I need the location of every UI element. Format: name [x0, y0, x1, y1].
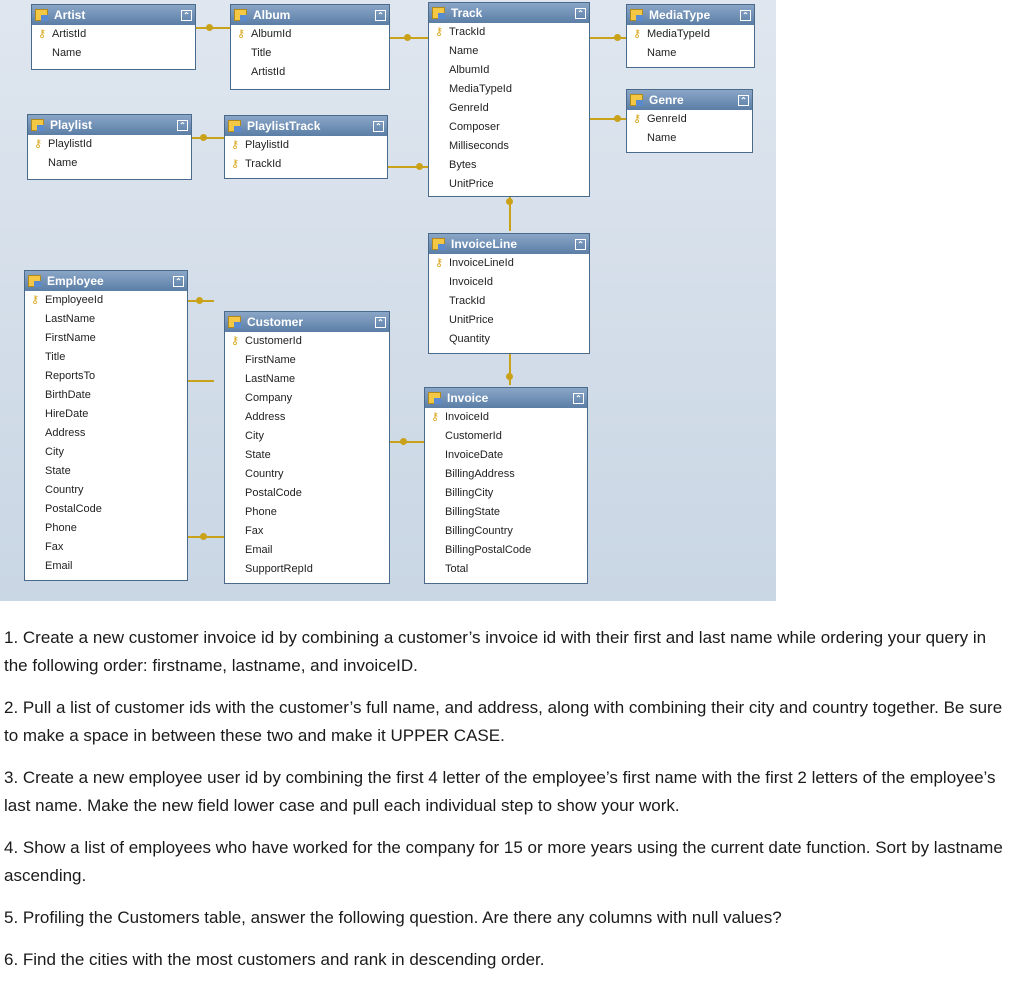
column-row	[251, 44, 389, 63]
relationship-endpoint	[196, 297, 203, 304]
column-row	[449, 156, 589, 175]
column-name: Address	[245, 411, 286, 423]
column-name: EmployeeId	[45, 294, 104, 306]
column-row	[435, 254, 589, 273]
column-name: InvoiceDate	[445, 449, 504, 461]
column-row	[31, 291, 187, 310]
collapse-icon[interactable]: ⌃	[375, 10, 386, 21]
column-row	[633, 110, 752, 129]
table-genre[interactable]	[626, 89, 753, 153]
table-icon	[234, 9, 247, 21]
column-name: Phone	[245, 506, 277, 518]
column-name: GenreId	[647, 113, 687, 125]
table-title: PlaylistTrack	[247, 119, 321, 133]
table-title: Employee	[47, 274, 104, 288]
table-mediatype[interactable]	[626, 4, 755, 68]
table-icon	[630, 94, 643, 106]
table-title: Genre	[649, 93, 684, 107]
column-name: Company	[245, 392, 293, 404]
column-name: BillingCity	[445, 487, 494, 499]
table-employee[interactable]	[24, 270, 188, 581]
column-row	[245, 541, 389, 560]
column-row	[245, 484, 389, 503]
column-name: BillingState	[445, 506, 501, 518]
column-name: Composer	[449, 121, 500, 133]
column-row	[38, 25, 195, 44]
column-name: Name	[647, 47, 677, 59]
table-title: Track	[451, 6, 483, 20]
column-row	[449, 118, 589, 137]
column-row	[45, 405, 187, 424]
column-name: BirthDate	[45, 389, 91, 401]
relationship-endpoint	[404, 34, 411, 41]
primary-key-icon: ⚷	[31, 294, 40, 306]
column-row	[449, 175, 589, 194]
table-header[interactable]	[627, 90, 752, 110]
table-icon	[428, 392, 441, 404]
table-title: Playlist	[50, 118, 93, 132]
relationship-endpoint	[400, 438, 407, 445]
table-header[interactable]	[32, 5, 195, 25]
relationship-endpoint	[614, 34, 621, 41]
column-row	[231, 155, 387, 174]
table-invoiceline[interactable]	[428, 233, 590, 354]
column-name: CustomerId	[245, 335, 302, 347]
column-name: ArtistId	[52, 28, 87, 40]
column-row	[45, 500, 187, 519]
table-header[interactable]	[28, 115, 191, 135]
table-title: Invoice	[447, 391, 489, 405]
column-name: Email	[45, 560, 73, 572]
collapse-icon[interactable]: ⌃	[173, 276, 184, 287]
table-customer[interactable]	[224, 311, 390, 584]
column-name: PostalCode	[245, 487, 302, 499]
column-row	[445, 503, 587, 522]
primary-key-icon: ⚷	[633, 113, 642, 125]
column-row	[45, 329, 187, 348]
column-row	[445, 427, 587, 446]
question-item: 2. Pull a list of customer ids with the customer’s full name, and address, along with combining their city and country together. Be sure to make a space in between these two and make it UPPER CASE.	[4, 698, 1003, 745]
column-name: BillingAddress	[445, 468, 515, 480]
column-name: AlbumId	[251, 28, 292, 40]
column-name: InvoiceId	[449, 276, 494, 288]
table-header[interactable]	[231, 5, 389, 25]
primary-key-icon: ⚷	[431, 411, 440, 423]
column-name: FirstName	[45, 332, 96, 344]
primary-key-icon: ⚷	[237, 28, 246, 40]
table-header[interactable]	[429, 234, 589, 254]
table-title: MediaType	[649, 8, 711, 22]
column-row	[647, 129, 752, 148]
column-name: InvoiceLineId	[449, 257, 514, 269]
column-name: InvoiceId	[445, 411, 490, 423]
column-row	[45, 538, 187, 557]
table-header[interactable]	[25, 271, 187, 291]
table-icon	[630, 9, 643, 21]
relationship-endpoint	[200, 134, 207, 141]
column-name: State	[45, 465, 71, 477]
collapse-icon[interactable]: ⌃	[177, 120, 188, 131]
column-row	[245, 408, 389, 427]
question-item: 4. Show a list of employees who have worked for the company for 15 or more years using the current date function. Sort by lastname ascending.	[4, 838, 1003, 885]
table-icon	[432, 7, 445, 19]
table-title: Customer	[247, 315, 304, 329]
table-header[interactable]	[225, 312, 389, 332]
collapse-icon[interactable]: ⌃	[373, 121, 384, 132]
column-name: UnitPrice	[449, 314, 494, 326]
column-row	[449, 330, 589, 349]
column-row	[34, 135, 191, 154]
column-row	[245, 446, 389, 465]
collapse-icon[interactable]: ⌃	[738, 95, 749, 106]
primary-key-icon: ⚷	[435, 26, 444, 38]
table-title: InvoiceLine	[451, 237, 518, 251]
question-item: 5. Profiling the Customers table, answer the following question. Are there any columns with null values?	[4, 908, 782, 927]
column-row	[449, 99, 589, 118]
column-name: PlaylistId	[245, 139, 290, 151]
table-playlisttrack[interactable]	[224, 115, 388, 179]
column-name: City	[245, 430, 264, 442]
column-name: TrackId	[449, 295, 486, 307]
column-row	[251, 63, 389, 82]
column-name: Milliseconds	[449, 140, 509, 152]
column-name: City	[45, 446, 64, 458]
primary-key-icon: ⚷	[231, 139, 240, 151]
table-icon	[35, 9, 48, 21]
column-name: Quantity	[449, 333, 490, 345]
table-playlist[interactable]	[27, 114, 192, 180]
primary-key-icon: ⚷	[231, 335, 240, 347]
table-title: Artist	[54, 8, 86, 22]
relationship-line	[509, 353, 511, 385]
column-row	[449, 80, 589, 99]
column-row	[45, 557, 187, 576]
relationship-endpoint	[416, 163, 423, 170]
column-row	[48, 154, 191, 173]
table-icon	[31, 119, 44, 131]
column-name: GenreId	[449, 102, 489, 114]
column-row	[431, 408, 587, 427]
table-header[interactable]	[425, 388, 587, 408]
column-name: SupportRepId	[245, 563, 313, 575]
primary-key-icon: ⚷	[34, 138, 43, 150]
column-name: Email	[245, 544, 273, 556]
question-item: 6. Find the cities with the most customers and rank in descending order.	[4, 950, 545, 969]
table-track[interactable]	[428, 2, 590, 197]
column-row	[445, 541, 587, 560]
column-name: TrackId	[449, 26, 486, 38]
column-name: Name	[647, 132, 677, 144]
column-name: UnitPrice	[449, 178, 494, 190]
table-header[interactable]	[429, 3, 589, 23]
column-name: Fax	[245, 525, 264, 537]
column-name: BillingPostalCode	[445, 544, 532, 556]
column-row	[45, 481, 187, 500]
table-icon	[228, 316, 241, 328]
column-row	[445, 465, 587, 484]
column-row	[45, 310, 187, 329]
column-row	[449, 292, 589, 311]
question-item: 3. Create a new employee user id by combining the first 4 letter of the employee’s first name with the first 2 letters of the employee’s last name. Make the new field lower case and pull each individual step to show your work.	[4, 768, 996, 815]
column-name: CustomerId	[445, 430, 502, 442]
table-header[interactable]	[627, 5, 754, 25]
column-row	[449, 61, 589, 80]
database-schema-diagram	[0, 0, 776, 601]
column-name: LastName	[245, 373, 296, 385]
column-name: Total	[445, 563, 469, 575]
column-row	[435, 23, 589, 42]
relationship-line	[188, 380, 214, 382]
relationship-line	[192, 137, 224, 139]
column-name: MediaTypeId	[647, 28, 710, 40]
column-name: Title	[45, 351, 66, 363]
column-row	[52, 44, 195, 63]
column-name: FirstName	[245, 354, 296, 366]
table-invoice[interactable]	[424, 387, 588, 584]
table-artist[interactable]	[31, 4, 196, 70]
column-name: Country	[45, 484, 84, 496]
primary-key-icon: ⚷	[633, 28, 642, 40]
column-name: BillingCountry	[445, 525, 513, 537]
column-name: ReportsTo	[45, 370, 96, 382]
column-row	[245, 370, 389, 389]
question-list	[4, 624, 1014, 988]
column-row	[449, 137, 589, 156]
column-name: ArtistId	[251, 66, 286, 78]
relationship-endpoint	[614, 115, 621, 122]
collapse-icon[interactable]: ⌃	[375, 317, 386, 328]
column-row	[45, 519, 187, 538]
column-name: LastName	[45, 313, 96, 325]
column-name: Name	[52, 47, 82, 59]
column-name: Country	[245, 468, 284, 480]
column-row	[45, 443, 187, 462]
column-name: State	[245, 449, 271, 461]
column-row	[445, 446, 587, 465]
column-row	[445, 484, 587, 503]
relationship-endpoint	[206, 24, 213, 31]
primary-key-icon: ⚷	[231, 158, 240, 170]
column-name: HireDate	[45, 408, 89, 420]
column-name: MediaTypeId	[449, 83, 512, 95]
relationship-line	[390, 441, 424, 443]
column-row	[45, 386, 187, 405]
column-name: Title	[251, 47, 272, 59]
column-name: Phone	[45, 522, 77, 534]
column-row	[245, 389, 389, 408]
question-item: 1. Create a new customer invoice id by combining a customer’s invoice id with their first and last name while ordering your query in the following order: firstname, lastname, and invoiceID.	[4, 628, 987, 675]
column-row	[245, 351, 389, 370]
table-icon	[28, 275, 41, 287]
relationship-endpoint	[200, 533, 207, 540]
column-row	[245, 560, 389, 579]
column-name: PlaylistId	[48, 138, 93, 150]
collapse-icon[interactable]: ⌃	[740, 10, 751, 21]
column-row	[245, 522, 389, 541]
column-name: Fax	[45, 541, 64, 553]
relationship-line	[196, 27, 230, 29]
column-name: AlbumId	[449, 64, 490, 76]
column-row	[237, 25, 389, 44]
column-name: Bytes	[449, 159, 477, 171]
column-name: Address	[45, 427, 86, 439]
collapse-icon[interactable]: ⌃	[573, 393, 584, 404]
column-row	[449, 42, 589, 61]
column-row	[245, 503, 389, 522]
column-name: Name	[449, 45, 479, 57]
column-row	[231, 136, 387, 155]
table-album[interactable]	[230, 4, 390, 90]
collapse-icon[interactable]: ⌃	[575, 8, 586, 19]
column-name: Name	[48, 157, 78, 169]
column-row	[45, 348, 187, 367]
column-row	[647, 44, 754, 63]
column-row	[449, 311, 589, 330]
table-icon	[228, 120, 241, 132]
relationship-endpoint	[506, 373, 513, 380]
column-row	[45, 424, 187, 443]
column-row	[449, 273, 589, 292]
column-row	[245, 427, 389, 446]
collapse-icon[interactable]: ⌃	[575, 239, 586, 250]
column-row	[45, 462, 187, 481]
column-row	[445, 522, 587, 541]
table-title: Album	[253, 8, 291, 22]
table-header[interactable]	[225, 116, 387, 136]
primary-key-icon: ⚷	[435, 257, 444, 269]
table-icon	[432, 238, 445, 250]
column-row	[245, 465, 389, 484]
collapse-icon[interactable]: ⌃	[181, 10, 192, 21]
column-row	[633, 25, 754, 44]
primary-key-icon: ⚷	[38, 28, 47, 40]
column-row	[231, 332, 389, 351]
column-name: PostalCode	[45, 503, 102, 515]
column-name: TrackId	[245, 158, 282, 170]
relationship-endpoint	[506, 198, 513, 205]
column-row	[445, 560, 587, 579]
column-row	[45, 367, 187, 386]
